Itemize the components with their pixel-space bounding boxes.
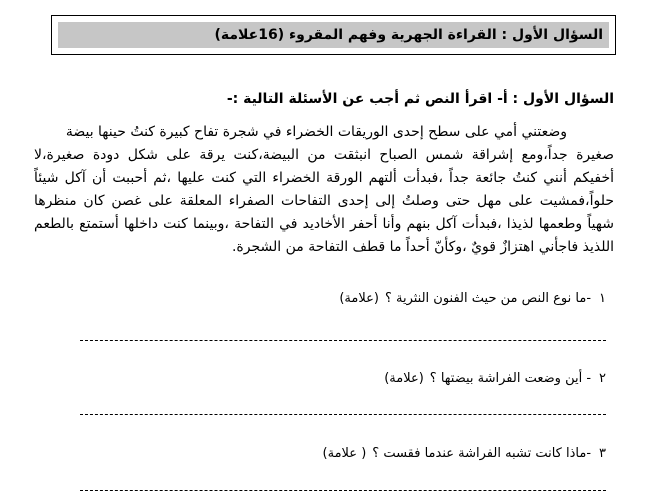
passage-line: أخفيكم أنني كنتُ جائعة جداً ،فبدأت ألتهم الورقة الخضراء التي كنت عليها ،ثم أحببت أن آكل شيئاً xyxy=(34,170,614,186)
answer-line-3[interactable] xyxy=(80,490,606,491)
question-mark-value: (علامة) xyxy=(384,371,424,386)
question-text: -ما نوع النص من حيث الفنون النثرية ؟ xyxy=(384,291,592,306)
section-header-title: السؤال الأول : القراءة الجهرية وفهم المقروء (16علامة) xyxy=(214,27,603,43)
question-number: ١ xyxy=(599,291,606,306)
passage-line: وضعتني أمي على سطح إحدى الوريقات الخضراء في شجرة تفاح كبيرة كنتُ حينها بيضة xyxy=(65,124,567,140)
passage-line: شهياً وطعمها لذيذا ،فبدأت آكل بنهم وأنا أحفر الأخاديد في التفاحة ،وبينما كنت داخلها أستمتع بالطعم xyxy=(34,216,614,232)
passage-line: اللذيذ فاجأني اهتزازٌ قويٌ ،وكأنّ أحداً ما قطف التفاحة من الشجرة. xyxy=(231,239,614,255)
question-2 xyxy=(384,371,606,386)
section-header-box xyxy=(51,15,616,55)
reading-passage xyxy=(34,121,614,259)
question-mark-value: (علامة) xyxy=(339,291,379,306)
passage-line: حلواً،فمشيت على مهل حتى وصلتُ إلى إحدى التفاحات الصفراء المعلقة على غصن كان منظرها xyxy=(34,193,614,209)
question-3 xyxy=(323,446,606,461)
answer-line-1[interactable] xyxy=(80,340,606,341)
answer-line-2[interactable] xyxy=(80,414,606,415)
question-mark-value: ( علامة) xyxy=(322,446,367,461)
question-1 xyxy=(339,291,606,306)
question-number: ٢ xyxy=(599,371,606,386)
question-instruction: السؤال الأول : أ- اقرأ النص ثم أجب عن الأسئلة التالية :- xyxy=(226,91,614,107)
passage-line: صغيرة جداً،ومع إشراقة شمس الصباح انبثقت من البيضة،كنت يرقة على شكل دودة صغيرة،لا xyxy=(34,147,614,163)
question-text: -ماذا كانت تشبه الفراشة عندما فقست ؟ xyxy=(372,446,592,461)
question-text: - أين وضعت الفراشة بيضتها ؟ xyxy=(429,371,592,386)
question-number: ٣ xyxy=(599,446,606,461)
